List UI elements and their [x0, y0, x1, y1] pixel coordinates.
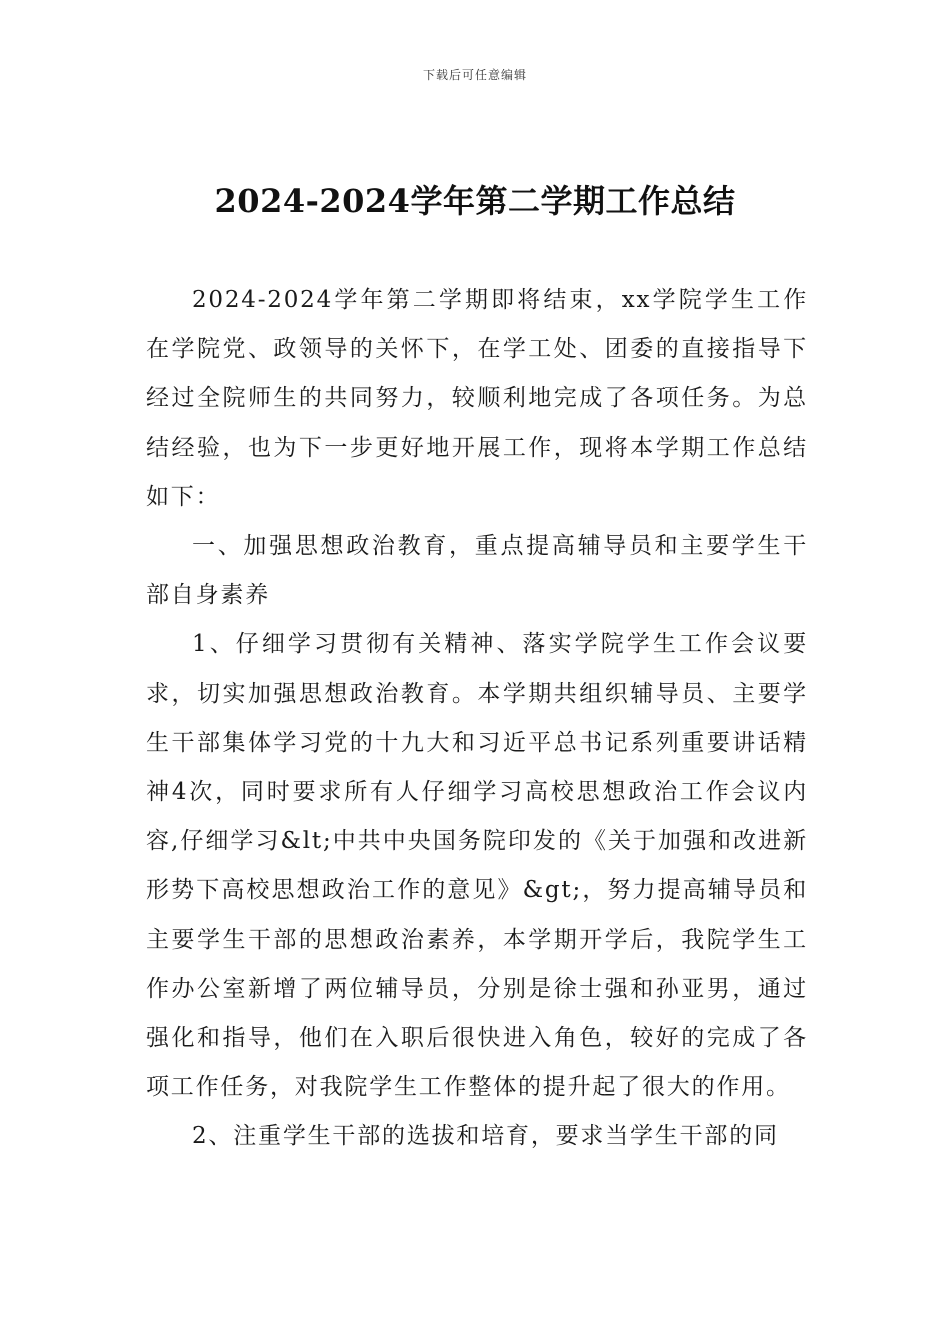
header-note: 下载后可任意编辑 [422, 68, 527, 82]
paragraph-section-heading-1: 一、加强思想政治教育，重点提高辅导员和主要学生干部自身素养 [146, 533, 808, 609]
document-title: 2024-2024学年第二学期工作总结 [214, 182, 736, 220]
paragraph-intro: 2024-2024学年第二学期即将结束，xx学院学生工作在学院党、政领导的关怀下，在学工处、团委的直接指导下经过全院师生的共同努力，较顺利地完成了各项任务。为总结经验，也为下一步更好地开展工作，现将本学期工作总结如下： [146, 287, 808, 510]
paragraph-item-1: 1、仔细学习贯彻有关精神、落实学院学生工作会议要求，切实加强思想政治教育。本学期共组织辅导员、主要学生干部集体学习党的十九大和习近平总书记系列重要讲话精神4次，同时要求所有人仔细学习高校思想政治工作会议内容,仔细学习&lt;中共中央国务院印发的《关于加强和改进新形势下高校思想政治工作的意见》&gt;，努力提高辅导员和主要学生干部的思想政治素养，本学期开学后，我院学生工作办公室新增了两位辅导员，分别是徐士强和孙亚男，通过强化和指导，他们在入职后很快进入角色，较好的完成了各项工作任务，对我院学生工作整体的提升起了很大的作用。 [146, 631, 808, 1101]
document-body [146, 276, 808, 1162]
paragraph-item-2: 2、注重学生干部的选拔和培育，要求当学生干部的同 [192, 1123, 779, 1150]
